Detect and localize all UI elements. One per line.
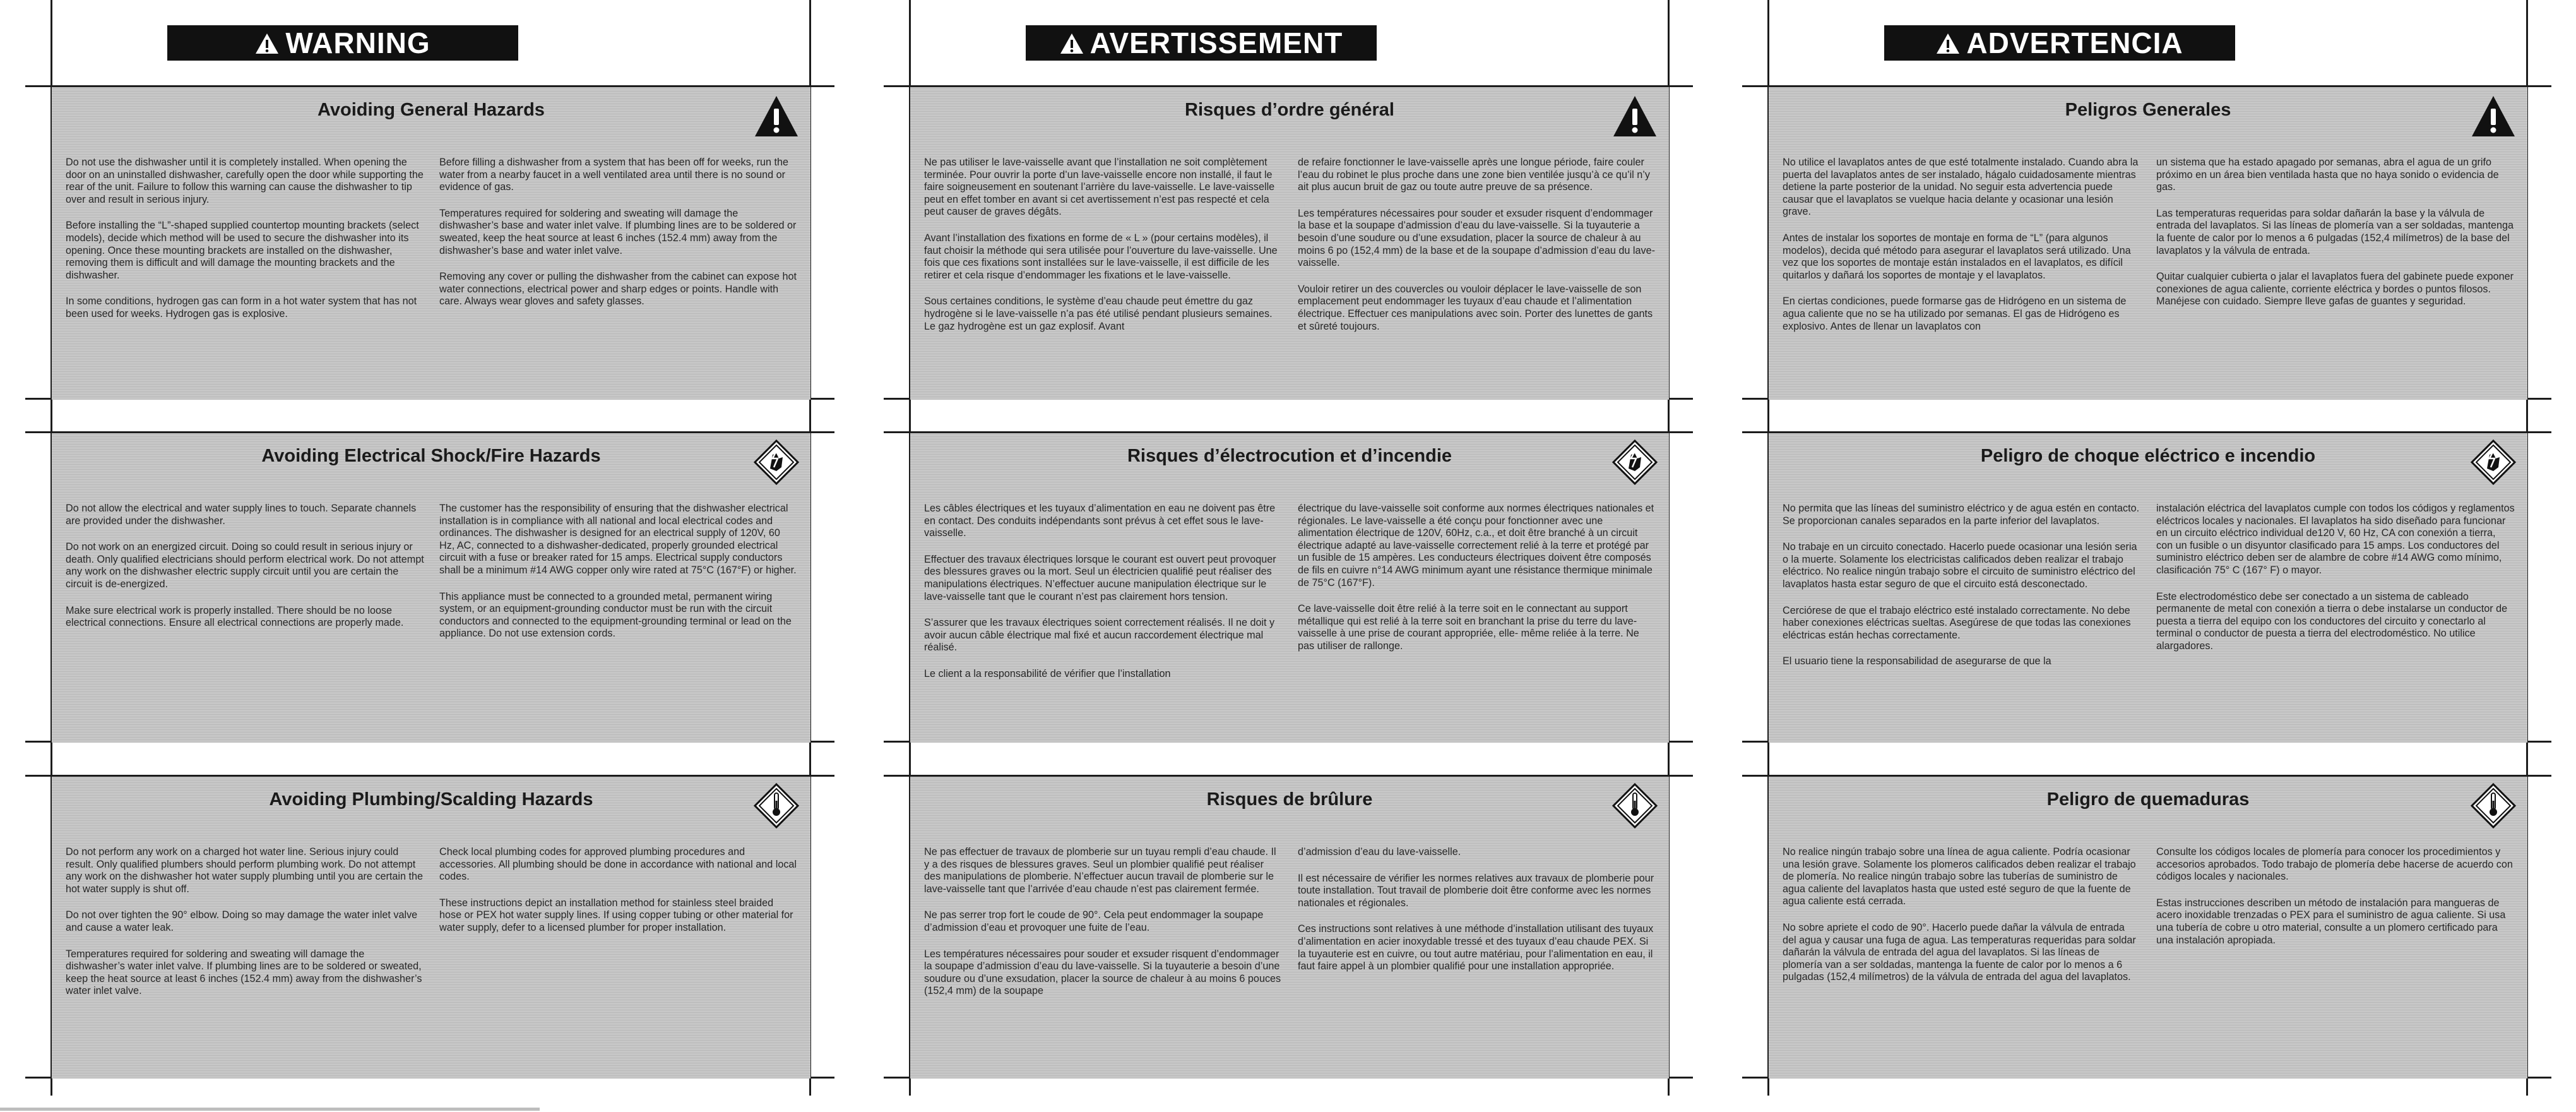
- paragraph: Les températures nécessaires pour souder et exsuder risquent d’endommager la soupape d’admission d’eau du lave-vaisselle. Si la tuyauterie a besoin d’une soudure ou d’une exsudation, placer la source de chaleur à au moins 6 pouces (152,4 mm) de la soupape: [924, 948, 1281, 997]
- panel-title: Peligro de choque eléctrico e incendio: [1980, 446, 2316, 466]
- text-column-left: [924, 157, 1283, 347]
- text-column-right: [439, 503, 798, 654]
- hazard-panel: [910, 777, 1669, 1079]
- warning-triangle-icon: [754, 93, 799, 139]
- paragraph: These instructions depict an installation method for stainless steel braided hose or PEX hot water supply lines. If using copper tubing or other material for water supply, defer to a licensed plumber for proper installation.: [439, 897, 793, 933]
- paragraph: de refaire fonctionner le lave-vaisselle après une longue période, faire couler l’eau du robinet le plus proche dans une zone bien ventilée jusqu’à ce qu’il n’y ait plus aucun bruit de gaz ou toute autre preuve de sa présence.: [1298, 157, 1650, 193]
- language-column: [1717, 0, 2515, 1112]
- text-column-left: [924, 503, 1283, 695]
- paragraph: électrique du lave-vaisselle soit conforme aux normes électriques nationales et régionales. Le lave-vaisselle a été conçu pour fonctionner avec une alimentation électrique de 120V, 60Hz, c.a., et doit être branché à un circuit électrique adapté au lave-vaisselle correctement relié à la terre et protégé par un fusible de 15 ampères. Les conducteurs électriques doivent être composés de fils en cuivre n°14 AWG minimum ayant une résistance thermique minimale de 75°C (167°F).: [1298, 503, 1654, 589]
- hazard-panel: [1769, 433, 2527, 743]
- paragraph: Do not over tighten the 90° elbow. Doing so may damage the water inlet valve and cause a water leak.: [66, 909, 418, 933]
- text-column-right: [2156, 503, 2515, 682]
- paragraph: No utilice el lavaplatos antes de que esté totalmente instalado. Cuando abra la puerta del lavaplatos antes de ser instalado, hágalo cuidadosamente mientras detiene la parte posterior de la unidad. No seguir esta advertencia puede causar que el lavaplatos se vuelque hacia delante y ocasionar una lesión grave.: [1783, 157, 2139, 218]
- hazard-panel: [52, 777, 810, 1079]
- electrical-shock-icon: [754, 439, 799, 485]
- text-column-left: [1783, 157, 2141, 347]
- paragraph: Ces instructions sont relatives à une méthode d’installation utilisant des tuyaux d’alimentation en acier inoxydable tressé et des tuyaux d’eau chaude PEX. Si la tuyauterie est en cuivre, ou tout autre matériau, pour l’alimentation en eau, il faut faire appel à un plombier qualifié pour une installation appropriée.: [1298, 923, 1654, 972]
- paragraph: Make sure electrical work is properly installed. There should be no loose electrical connections. Ensure all electrical connections are properly made.: [66, 604, 404, 629]
- paragraph: Before installing the “L”-shaped supplied countertop mounting brackets (select models), decide which method will be used to secure the dishwasher into its opening. Once these mounting brackets are installed on the dishwasher, removing them is difficult and will damage the mounting brackets and the dishwasher.: [66, 220, 419, 281]
- paragraph: Before filling a dishwasher from a system that has been off for weeks, run the water from a nearby faucet in a well ventilated area until there is no sound or evidence of gas.: [439, 157, 789, 193]
- paragraph: Ne pas serrer trop fort le coude de 90°. Cela peut endommager la soupape d’admission d’eau et provoquer une fuite de l’eau.: [924, 909, 1264, 933]
- electrical-shock-icon: [2471, 439, 2516, 485]
- paragraph: un sistema que ha estado apagado por semanas, abra el agua de un grifo próximo en un área bien ventilada hasta que no haya sonido o evidencia de gas.: [2156, 157, 2499, 193]
- panel-title: Risques de brûlure: [1206, 789, 1373, 810]
- paragraph: Quitar cualquier cubierta o jalar el lavaplatos fuera del gabinete puede exponer conexiones de agua caliente, corriente eléctrica y bordes o puntos filosos. Manéjese con cuidado. Siempre lleve gafas de guantes y seguridad.: [2156, 271, 2514, 308]
- text-column-left: [66, 157, 424, 335]
- hazard-panel: [910, 87, 1669, 400]
- paragraph: Do not use the dishwasher until it is completely installed. When opening the door on an uninstalled dishwasher, carefully open the door while supporting the rear of the unit. Failure to follow this warning can cause the dishwasher to tip over and result in serious injury.: [66, 157, 424, 205]
- paragraph: No sobre apriete el codo de 90°. Hacerlo puede dañar la válvula de entrada del agua y causar una fuga de agua. Las temperaturas requeridas para soldar dañarán la válvula de entrada del agua del lavaplatos. Si las líneas de plomería van a ser soldadas, mantenga la fuente de calor por lo menos a 6 pulgadas (152,4 milímetros) de la válvula de entrada del agua del lavaplatos.: [1783, 921, 2136, 983]
- warning-banner: [1026, 25, 1377, 61]
- paragraph: Ce lave-vaisselle doit être relié à la terre soit en le connectant au support métallique qui est relié à la terre soit en branchant la prise du terre du lave-vaisselle à une prise de courant appropriée, elle- même reliée à la terre. Ne pas utiliser de rallonge.: [1298, 603, 1639, 652]
- text-column-right: [439, 157, 798, 335]
- paragraph: Consulte los códigos locales de plomería para conocer los procedimientos y accesorios aprobados. Todo trabajo de plomería debe hacerse de acuerdo con códigos locales y nacionales.: [2156, 846, 2513, 883]
- warning-banner: [167, 25, 518, 61]
- paragraph: d’admission d’eau du lave-vaisselle.: [1298, 846, 1461, 858]
- paragraph: En ciertas condiciones, puede formarse gas de Hidrógeno en un sistema de agua caliente que no se ha utilizado por semanas. El gas de Hidrógeno es explosivo. Antes de llenar un lavaplatos con: [1783, 296, 2127, 332]
- panel-title: Avoiding Electrical Shock/Fire Hazards: [261, 446, 601, 466]
- hot-water-thermometer-icon: [754, 783, 799, 828]
- panel-title: Avoiding Plumbing/Scalding Hazards: [269, 789, 593, 810]
- text-column-left: [924, 846, 1283, 1012]
- text-column-right: [2156, 157, 2515, 347]
- text-column-left: [66, 846, 424, 1012]
- text-column-left: [66, 503, 424, 654]
- text-column-right: [1298, 846, 1656, 1012]
- language-column: [858, 0, 1656, 1112]
- banner-label: AVERTISSEMENT: [1089, 27, 1343, 59]
- paragraph: This appliance must be connected to a grounded metal, permanent wiring system, or an equipment-grounding conductor must be run with the circuit conductors and connected to the equipment-grounding terminal or lead on the appliance. Do not use extension cords.: [439, 590, 792, 640]
- paragraph: Les températures nécessaires pour souder et exsuder risquent d’endommager la base et la soupape d’admission d’eau du lave-vaisselle. Si la tuyauterie a besoin d’une soudure ou d’une exsudation, placer la source de chaleur à au moins 6 po (152,4 mm) de la base et de la soupape d’admission d’eau du lave-vaisselle.: [1298, 207, 1656, 269]
- panel-title: Peligros Generales: [2065, 100, 2231, 120]
- hazard-panel: [910, 433, 1669, 743]
- warning-triangle-icon: [2471, 93, 2516, 139]
- paragraph: Le client a la responsabilité de vérifier que l’installation: [924, 667, 1171, 679]
- paragraph: Estas instrucciones describen un método de instalación para mangueras de acero inoxidable trenzadas o PEX para el suministro de agua caliente. Si usa una tubería de cobre u otro material, consulte a un plomero certificado para una instalación apropiada.: [2156, 897, 2506, 946]
- panel-title: Peligro de quemaduras: [2046, 789, 2250, 810]
- paragraph: Las temperaturas requeridas para soldar dañarán la base y la válvula de entrada del lavaplatos. Si las líneas de plomería van a ser soldadas, mantenga la fuente de calor por lo menos a 6 pulgadas (152,4 milímetros) de la base del lavaplatos y la válvula de entrada.: [2156, 207, 2514, 256]
- panel-title: Risques d’ordre général: [1185, 100, 1394, 120]
- paragraph: Ne pas effectuer de travaux de plomberie sur un tuyau rempli d’eau chaude. Il y a des risques de blessures graves. Seul un plombier qualifié peut réaliser des manipulations de plomberie. N’effectuer aucun travail de plomberie sur le lave-vaisselle tant que l’arrivée d’eau chaude n’est pas clairement fermée.: [924, 846, 1276, 895]
- paragraph: Ne pas utiliser le lave-vaisselle avant que l’installation ne soit complètement terminée. Pour ouvrir la porte d’un lave-vaisselle encore non installé, il faut le faire soigneusement en soutenant l’arrière du lave-vaisselle. Le lave-vaisselle peut en effet tomber en avant si cet avertissement n’est pas respecté et cela peut causer de graves dégâts.: [924, 157, 1275, 218]
- paragraph: Vouloir retirer un des couvercles ou vouloir déplacer le lave-vaisselle de son emplacement peut endommager les tuyaux d’eau chaude et l’alimentation électrique. Effectuer ces manipulations avec soin. Porter des lunettes de gants et sûreté toujours.: [1298, 283, 1653, 332]
- hazard-panel: [52, 87, 810, 400]
- hot-water-thermometer-icon: [1612, 783, 1658, 828]
- text-column-left: [1783, 846, 2141, 998]
- hazard-panel: [1769, 87, 2527, 400]
- hot-water-thermometer-icon: [2471, 783, 2516, 828]
- paragraph: Do not work on an energized circuit. Doing so could result in serious injury or death. Only qualified electricians should perform electrical work. Do not attempt any work on the dishwasher electric supply circuit until you are certain the circuit is de-energized.: [66, 541, 424, 590]
- paragraph: Sous certaines conditions, le système d’eau chaude peut émettre du gaz hydrogène si le lave-vaisselle n’a pas été utilisé pendant plusieurs semaines. Le gaz hydrogène est un gaz explosif. Avant: [924, 296, 1273, 332]
- paragraph: Cerciórese de que el trabajo eléctrico esté instalado correctamente. No debe haber conexiones eléctricas sueltas. Asegúrese de que todas las conexiones eléctricas están hechas correctamente.: [1783, 604, 2131, 641]
- warning-triangle-icon: [255, 33, 279, 54]
- panel-title: Avoiding General Hazards: [318, 100, 545, 120]
- text-column-left: [1783, 503, 2141, 682]
- paragraph: El usuario tiene la responsabilidad de asegurarse de que la: [1783, 655, 2051, 667]
- paragraph: S’assurer que les travaux électriques soient correctement réalisés. Il ne doit y avoir aucun câble électrique mal fixé et aucun raccordement électrique mal réalisé.: [924, 617, 1275, 654]
- warning-triangle-icon: [1936, 33, 1960, 54]
- paragraph: Temperatures required for soldering and sweating will damage the dishwasher’s base and water inlet valve. If plumbing lines are to be soldered or sweated, keep the heat source at least 6 inches (152.4 mm) away from the dishwasher’s base and water inlet valve.: [439, 207, 797, 256]
- paragraph: Avant l’installation des fixations en forme de « L » (pour certains modèles), il faut choisir la méthode qui sera utilisée pour l’ouverture du lave-vaisselle. Une fois que ces fixations sont installées sur le lave-vaisselle, il est difficile de les retirer et cela risque d’endommager les fixations et le lave-vaisselle.: [924, 232, 1278, 281]
- panel-title: Risques d’électrocution et d’incendie: [1127, 446, 1452, 466]
- language-column: [0, 0, 797, 1112]
- warning-triangle-icon: [1612, 93, 1658, 139]
- paragraph: Temperatures required for soldering and sweating will damage the dishwasher’s water inlet valve. If plumbing lines are to be soldered or sweated, keep the heat source at least 6 inches (152.4 mm) away from the dishwasher’s water inlet valve.: [66, 948, 422, 997]
- paragraph: No trabaje en un circuito conectado. Hacerlo puede ocasionar una lesión seria o la muerte. Solamente los electricistas calificados deben realizar el trabajo eléctrico. No realice ningún trabajo sobre el circuito de suministro eléctrico del lavaplatos hasta estar seguro de que el circuito está desconectado.: [1783, 541, 2137, 590]
- text-column-right: [2156, 846, 2515, 998]
- electrical-shock-icon: [1612, 439, 1658, 485]
- text-column-right: [1298, 503, 1656, 695]
- warning-triangle-icon: [1060, 33, 1084, 54]
- paragraph: Il est nécessaire de vérifier les normes relatives aux travaux de plomberie pour toute installation. Tout travail de plomberie doit être conforme avec les normes nationales et régionales.: [1298, 872, 1654, 909]
- paragraph: Este electrodoméstico debe ser conectado a un sistema de cableado permanente de metal con conexión a tierra o debe instalarse un conductor de puesta a tierra del equipo con los conductores del circuito y conectarlo al terminal o conductor de puesta a tierra del electrodoméstico. No utilice alargadores.: [2156, 590, 2508, 652]
- paragraph: Removing any cover or pulling the dishwasher from the cabinet can expose hot water connections, electrical power and sharp edges or points. Handle with care. Always wear gloves and safety glasses.: [439, 271, 797, 308]
- warning-banner: [1884, 25, 2235, 61]
- banner-label: WARNING: [285, 27, 430, 59]
- paragraph: In some conditions, hydrogen gas can form in a hot water system that has not been used for weeks. Hydrogen gas is explosive.: [66, 296, 417, 320]
- paragraph: Effectuer des travaux électriques lorsque le courant est ouvert peut provoquer des blessures graves ou la mort. Seul un électricien qualifié peut réaliser des manipulations électriques. N’effectuer aucune manipulation électrique sur le lave-vaisselle tant que le courant n’est pas clairement hors tension.: [924, 553, 1276, 602]
- paragraph: Les câbles électriques et les tuyaux d’alimentation en eau ne doivent pas être en contact. Des conduits indépendants sont prévus à cet effet sous le lave-vaisselle.: [924, 503, 1276, 539]
- text-column-right: [1298, 157, 1656, 347]
- page-edge-bar: [0, 1108, 540, 1111]
- hazard-panel: [1769, 777, 2527, 1079]
- hazard-panel: [52, 433, 810, 743]
- paragraph: The customer has the responsibility of ensuring that the dishwasher electrical installation is in compliance with all national and local electrical codes and ordinances. The dishwasher is designed for an electrical supply of 120V, 60 Hz, AC, connected to a dishwasher-dedicated, properly grounded electrical circuit with a fuse or breaker rated for 15 amps. Electrical supply conductors shall be a minimum #14 AWG copper only wire rated at 75°C (167°F) or higher.: [439, 503, 797, 576]
- paragraph: Do not perform any work on a charged hot water line. Serious injury could result. Only qualified plumbers should perform plumbing work. Do not attempt any work on the dishwasher hot water supply plumbing until you are certain the hot water supply is shut off.: [66, 846, 423, 895]
- banner-label: ADVERTENCIA: [1966, 27, 2183, 59]
- paragraph: Antes de instalar los soportes de montaje en forma de “L” (para algunos modelos), decida qué método para asegurar el lavaplatos será utilizado. Una vez que los soportes de montaje están instalados en el lavaplatos, es difícil quitarlos y dañará los soportes de montaje y el lavaplatos.: [1783, 232, 2131, 281]
- paragraph: Do not allow the electrical and water supply lines to touch. Separate channels are provided under the dishwasher.: [66, 503, 417, 527]
- paragraph: instalación eléctrica del lavaplatos cumple con todos los códigos y reglamentos eléctricos locales y nacionales. El lavaplatos ha sido diseñado para funcionar en un circuito eléctrico individual de120 V, 60 Hz, CA con conexión a tierra, con un fusible o un disyuntor clasificado para 15 amps. Los conductores del suministro eléctrico deben ser de alambre de cobre #14 AWG como mínimo, clasificación 75° C (167° F) o mayor.: [2156, 503, 2515, 576]
- text-column-right: [439, 846, 798, 1012]
- paragraph: Check local plumbing codes for approved plumbing procedures and accessories. All plumbing should be done in accordance with national and local codes.: [439, 846, 797, 883]
- paragraph: No realice ningún trabajo sobre una línea de agua caliente. Podría ocasionar una lesión grave. Solamente los plomeros calificados deben realizar el trabajo de plomería. No realice ningún trabajo sobre las tuberías de suministro de agua caliente del lavaplatos hasta que usted esté seguro de que la fuente de agua caliente está cerrada.: [1783, 846, 2136, 907]
- paragraph: No permita que las líneas del suministro eléctrico y de agua estén en contacto. Se proporcionan canales separados en la parte inferior del lavaplatos.: [1783, 503, 2140, 527]
